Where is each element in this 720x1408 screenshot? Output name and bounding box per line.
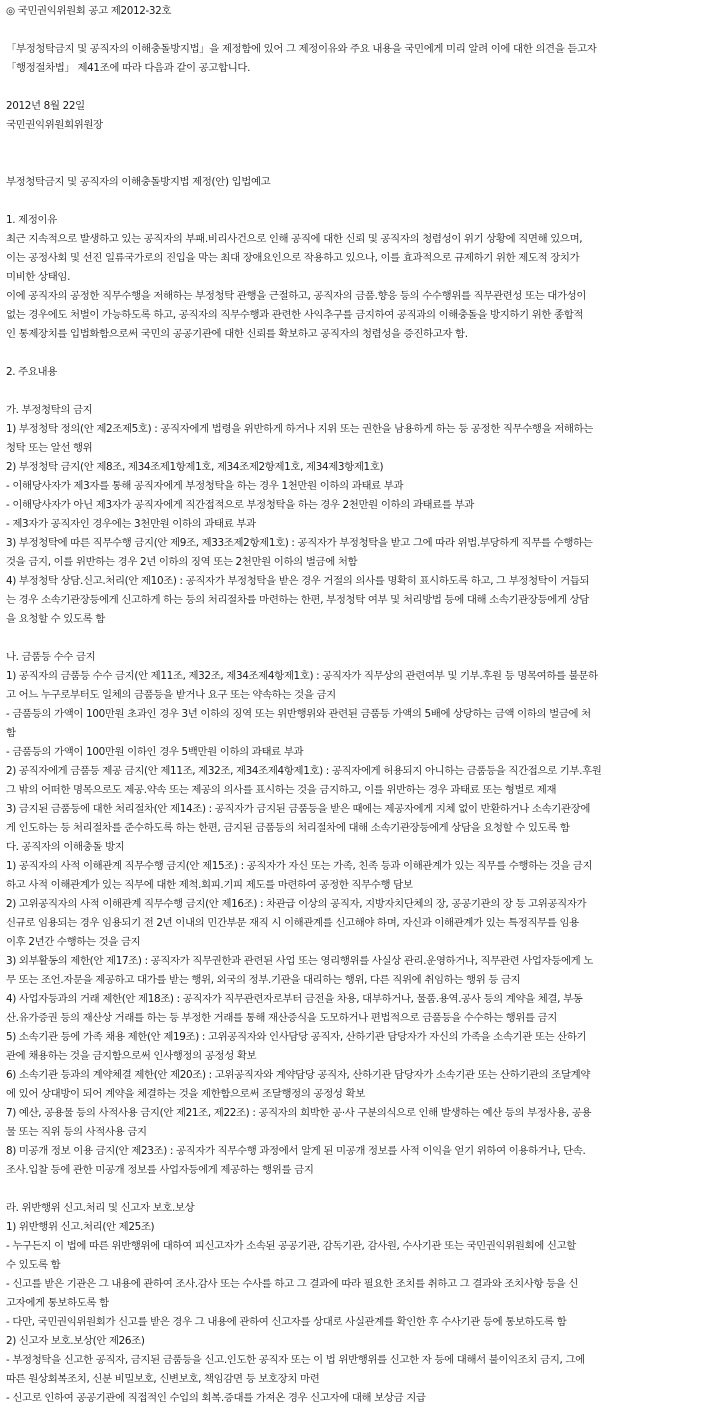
text-line: 2) 부정청탁 금지(안 제8조, 제34조제1항제1호, 제34조제2항제1호, 제34제3항제1호) — [6, 461, 384, 473]
blank-line — [6, 192, 714, 211]
text-line: - 금품등의 가액이 100만원 초과인 경우 3년 이하의 징역 또는 위반행위와 관련된 금품등 가액의 5배에 상당하는 금액 이하의 벌금에 처 — [6, 708, 591, 720]
text-line: 고자에게 통보하도록 함 — [6, 1297, 109, 1309]
text-line: 2) 신고자 보호.보상(안 제26조) — [6, 1335, 145, 1347]
text-line: 이후 2년간 수행하는 것을 금지 — [6, 936, 141, 948]
text-line: 신규로 임용되는 경우 임용되기 전 2년 이내의 민간부문 재직 시 이해관계를 신고해야 하며, 자신과 이해관계가 있는 특정직무를 임용 — [6, 917, 579, 929]
text-line: 물 또는 직위 등의 사적사용 금지 — [6, 1126, 147, 1138]
text-line: - 다만, 국민권익위원회가 신고를 받은 경우 그 내용에 관하여 신고자를 상대로 사실관계를 확인한 후 수사기관 등에 통보하도록 함 — [6, 1316, 567, 1328]
text-line: 2012년 8월 22일 — [6, 100, 85, 112]
text-line: 2) 고위공직자의 사적 이해관계 직무수행 금지(안 제16조) : 차관급 이상의 공직자, 지방자치단체의 장, 공공기관의 장 등 고위공직자가 — [6, 898, 587, 910]
text-line: 4) 사업자등과의 거래 제한(안 제18조) : 공직자가 직무관련자로부터 금전을 차용, 대부하거나, 물품.용역.공사 등의 계약을 체결, 부동 — [6, 993, 583, 1005]
text-line: 그 밖의 어떠한 명목으로도 제공.약속 또는 제공의 의사를 표시하는 것을 금지하고, 이를 위반하는 경우 과태료 또는 형벌로 제재 — [6, 784, 557, 796]
text-line: 2) 공직자에게 금품등 제공 금지(안 제11조, 제32조, 제34조제4항제1호) : 공직자에게 허용되지 아니하는 금품등을 직간접으로 기부.후원 — [6, 765, 602, 777]
text-line: 3) 금지된 금품등에 대한 처리절차(안 제14조) : 공직자가 금지된 금품등을 받은 때에는 제공자에게 지체 없이 반환하거나 소속기관장에 — [6, 803, 591, 815]
text-line: ◎ 국민권익위원회 공고 제2012-32호 — [6, 5, 172, 17]
text-line: 3) 부정청탁에 따른 직무수행 금지(안 제9조, 제33조제2항제1호) : 공직자가 부정청탁을 받고 그에 따라 위법.부당하게 직무를 수행하는 — [6, 537, 593, 549]
text-line: 2. 주요내용 — [6, 366, 57, 378]
text-line: 국민권익위원회위원장 — [6, 119, 103, 131]
text-line: 1) 공직자의 금품등 수수 금지(안 제11조, 제32조, 제34조제4항제1호) : 공직자가 직무상의 관련여부 및 기부.후원 등 명목여하를 불문하 — [6, 670, 598, 682]
text-line: - 금품등의 가액이 100만원 이하인 경우 5백만원 이하의 과태료 부과 — [6, 746, 304, 758]
text-line: - 이해당사자가 아닌 제3자가 공직자에게 직간접적으로 부정청탁을 하는 경우 2천만원 이하의 과태료를 부과 — [6, 499, 474, 511]
text-line: - 이해당사자가 제3자를 통해 공직자에게 부정청탁을 하는 경우 1천만원 이하의 과태료 부과 — [6, 480, 404, 492]
text-line: 이에 공직자의 공정한 직무수행을 저해하는 부정청탁 관행을 근절하고, 공직자의 금품.향응 등의 수수행위를 직무관련성 또는 대가성이 — [6, 290, 587, 302]
text-line: 5) 소속기관 등에 가족 채용 제한(안 제19조) : 고위공직자와 인사담당 공직자, 산하기관 담당자가 자신의 가족을 소속기관 또는 산하기 — [6, 1031, 587, 1043]
text-line: 없는 경우에도 처벌이 가능하도록 하고, 공직자의 직무수행과 관련한 사익추구를 금지하여 공직과의 이해충돌을 방지하기 위한 종합적 — [6, 309, 584, 321]
text-line: 3) 외부활동의 제한(안 제17조) : 공직자가 직무권한과 관련된 사업 또는 영리행위를 사실상 관리.운영하거나, 직무관련 사업자등에게 노 — [6, 955, 593, 967]
text-line: 는 경우 소속기관장등에게 신고하게 하는 등의 처리절차를 마련하는 한편, 부정청탁 여부 및 처리방법 등에 대해 소속기관장등에게 상담 — [6, 594, 589, 606]
blank-line — [6, 382, 714, 401]
text-line: 7) 예산, 공용물 등의 사적사용 금지(안 제21조, 제22조) : 공직자의 희박한 공·사 구분의식으로 인해 발생하는 예산 등의 부정사용, 공용 — [6, 1107, 592, 1119]
text-line: 산.유가증권 등의 재산상 거래를 하는 등 부정한 거래를 통해 재산증식을 도모하거나 편법적으로 금품등을 수수하는 행위를 금지 — [6, 1012, 557, 1024]
text-line: 미비한 상태임. — [6, 271, 71, 283]
blank-line — [6, 135, 714, 154]
text-line: 다. 공직자의 이해충돌 방지 — [6, 841, 125, 853]
text-line: 고 어느 누구로부터도 일체의 금품등을 받거나 요구 또는 약속하는 것을 금지 — [6, 689, 336, 701]
text-line: 1. 제정이유 — [6, 214, 57, 226]
text-line: 함 — [6, 727, 16, 739]
text-line: 이는 공정사회 및 선진 일류국가로의 진입을 막는 최대 장애요인으로 작용하고 있으나, 이를 효과적으로 규제하기 위한 제도적 장치가 — [6, 252, 580, 264]
blank-line — [6, 154, 714, 173]
blank-line — [6, 1180, 714, 1199]
text-line: 「행정절차법」 제41조에 따라 다음과 같이 공고합니다. — [6, 62, 251, 74]
text-line: 6) 소속기관 등과의 계약체결 제한(안 제20조) : 고위공직자와 계약담당 공직자, 산하기관 담당자가 소속기관 또는 산하기관의 조달계약 — [6, 1069, 591, 1081]
text-line: 8) 미공개 정보 이용 금지(안 제23조) : 공직자가 직무수행 과정에서 알게 된 미공개 정보를 사적 이익을 얻기 위하여 이용하거나, 단속. — [6, 1145, 586, 1157]
text-line: 부정청탁금지 및 공직자의 이해충돌방지법 제정(안) 입법예고 — [6, 176, 271, 188]
text-line: - 제3자가 공직자인 경우에는 3천만원 이하의 과태료 부과 — [6, 518, 256, 530]
text-line: 1) 부정청탁 정의(안 제2조제5호) : 공직자에게 법령을 위반하게 하거나 지위 또는 권한을 남용하게 하는 등 공정한 직무수행을 저해하는 — [6, 423, 593, 435]
blank-line — [6, 21, 714, 40]
text-line: 에 있어 상대방이 되어 계약을 체결하는 것을 제한함으로써 조달행정의 공정성 확보 — [6, 1088, 365, 1100]
text-line: 나. 금품등 수수 금지 — [6, 651, 96, 663]
text-line: 하고 사적 이해관계가 있는 직무에 대한 제척.회피.기피 제도를 마련하여 공정한 직무수행 담보 — [6, 879, 413, 891]
text-line: 수 있도록 함 — [6, 1259, 61, 1271]
text-line: 라. 위반행위 신고.처리 및 신고자 보호.보상 — [6, 1202, 195, 1214]
text-line: 따른 원상회복조치, 신분 비밀보호, 신변보호, 책임감면 등 보호장치 마련 — [6, 1373, 320, 1385]
text-line: 무 또는 조언.자문을 제공하고 대가를 받는 행위, 외국의 정부.기관을 대리하는 행위, 다른 직위에 취임하는 행위 등 금지 — [6, 974, 521, 986]
text-line: 1) 위반행위 신고.처리(안 제25조) — [6, 1221, 155, 1233]
text-line: 인 통제장치를 입법화함으로써 국민의 공공기관에 대한 신뢰를 확보하고 공직자의 청렴성을 증진하고자 함. — [6, 328, 468, 340]
text-line: 것을 금지, 이를 위반하는 경우 2년 이하의 징역 또는 2천만원 이하의 벌금에 처함 — [6, 556, 358, 568]
text-line: 최근 지속적으로 발생하고 있는 공직자의 부패.비리사건으로 인해 공직에 대한 신뢰 및 공직자의 청렴성이 위기 상황에 직면해 있으며, — [6, 233, 583, 245]
text-line: 관에 채용하는 것을 금지함으로써 인사행정의 공정성 확보 — [6, 1050, 257, 1062]
text-line: 「부정청탁금지 및 공직자의 이해충돌방지법」을 제정함에 있어 그 제정이유와 주요 내용을 국민에게 미리 알려 이에 대한 의견을 듣고자 — [6, 43, 597, 55]
text-line: 조사.입찰 등에 관한 미공개 정보를 사업자등에게 제공하는 행위를 금지 — [6, 1164, 314, 1176]
text-line: 가. 부정청탁의 금지 — [6, 404, 93, 416]
text-line: - 신고로 인하여 공공기관에 직접적인 수입의 회복.증대를 가져온 경우 신고자에 대해 보상금 지급 — [6, 1392, 426, 1404]
blank-line — [6, 629, 714, 648]
text-line: 4) 부정청탁 상담.신고.처리(안 제10조) : 공직자가 부정청탁을 받은 경우 거절의 의사를 명확히 표시하도록 하고, 그 부정청탁이 거듭되 — [6, 575, 590, 587]
text-line: 청탁 또는 알선 행위 — [6, 442, 93, 454]
text-line: - 부정청탁을 신고한 공직자, 금지된 금품등을 신고.인도한 공직자 또는 이 법 위반행위를 신고한 자 등에 대해서 불이익조치 금지, 그에 — [6, 1354, 585, 1366]
text-line: - 신고를 받은 기관은 그 내용에 관하여 조사.감사 또는 수사를 하고 그 결과에 따라 필요한 조치를 취하고 그 결과와 조치사항 등을 신 — [6, 1278, 579, 1290]
text-line: 을 요청할 수 있도록 함 — [6, 613, 105, 625]
text-line: 게 인도하는 등 처리절차를 준수하도록 하는 한편, 금지된 금품등의 처리절차에 대해 소속기관장등에게 상담을 요청할 수 있도록 함 — [6, 822, 570, 834]
text-line: - 누구든지 이 법에 따른 위반행위에 대하여 피신고자가 소속된 공공기관, 감독기관, 감사원, 수사기관 또는 국민권익위원회에 신고할 — [6, 1240, 576, 1252]
blank-line — [6, 78, 714, 97]
blank-line — [6, 344, 714, 363]
text-line: 1) 공직자의 사적 이해관계 직무수행 금지(안 제15조) : 공직자가 자신 또는 가족, 친족 등과 이해관계가 있는 직무를 수행하는 것을 금지 — [6, 860, 593, 872]
